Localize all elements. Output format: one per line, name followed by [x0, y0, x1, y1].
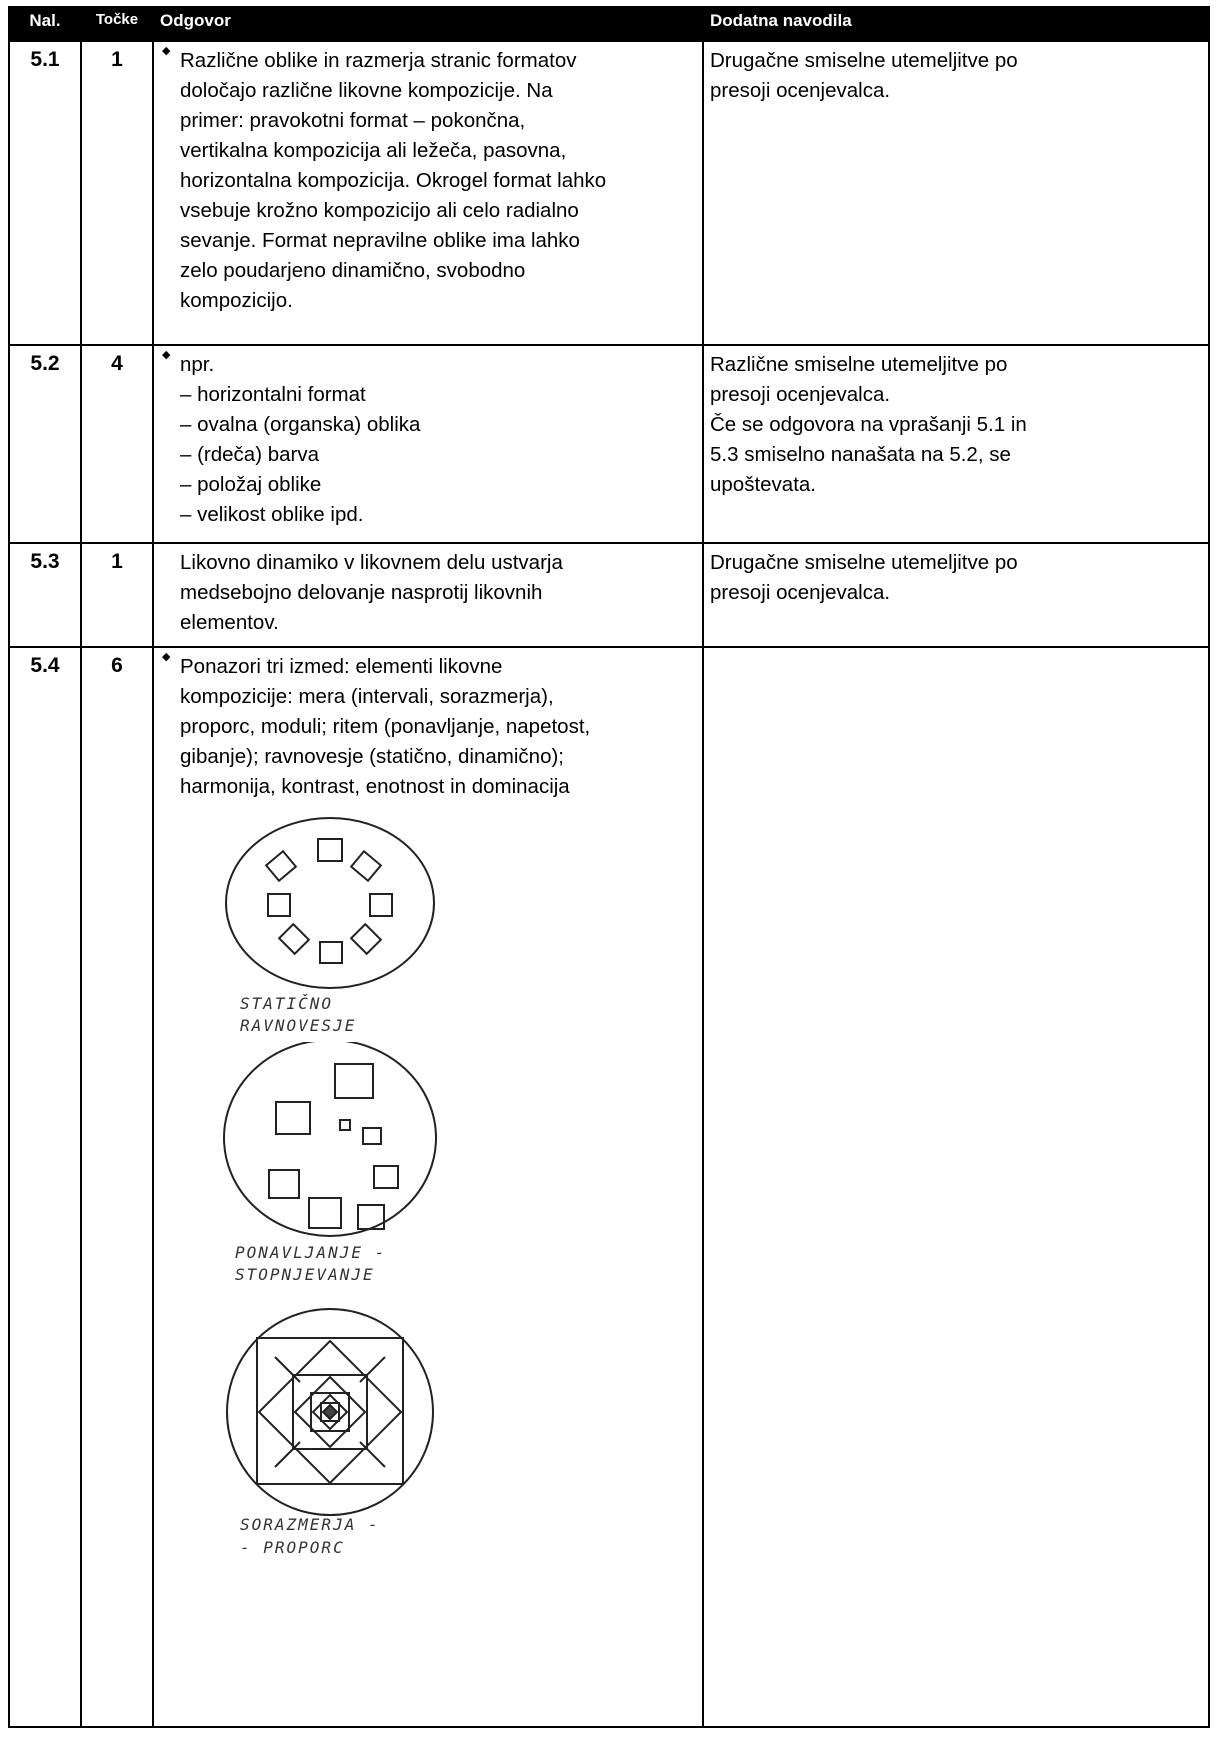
proportion-sketch	[180, 1297, 480, 1557]
task-points: 6	[81, 647, 153, 1727]
sketch-label: - PROPORC	[240, 1538, 345, 1557]
answer-cell	[153, 41, 703, 345]
sketch-group	[166, 816, 696, 1557]
task-points: 1	[81, 41, 153, 345]
answer-text: Ponazori tri izmed: elementi likovne kompozicije: mera (intervali, sorazmerja), proporc, moduli; ritem (ponavljanje, napetost, gibanje); ravnovesje (statično, dinamično); harmonija, kontrast, enotnost in dominacija	[180, 655, 591, 798]
task-number: 5.2	[9, 345, 81, 543]
answer-cell	[153, 543, 703, 647]
table-row	[9, 41, 1209, 345]
task-points: 1	[81, 543, 153, 647]
sketch-label: RAVNOVESJE	[240, 1016, 357, 1035]
instructions-text: Drugačne smiselne utemeljitve po presoji ocenjevalca.	[703, 543, 1209, 647]
diamond-bullet-icon: ◆	[162, 45, 171, 57]
task-number: 5.3	[9, 543, 81, 647]
answer-text: Likovno dinamiko v likovnem delu ustvarja medsebojno delovanje nasprotij likovnih elementov.	[180, 551, 563, 634]
answer-cell	[153, 647, 703, 1727]
sketch-label: STATIČNO	[240, 994, 334, 1013]
table-row	[9, 543, 1209, 647]
sketch-circle	[224, 1042, 436, 1236]
header-odgovor: Odgovor	[153, 7, 703, 41]
instructions-text: Različne smiselne utemeljitve po presoji ocenjevalca. Če se odgovora na vprašanji 5.1 in 5.3 smiselno nanašata na 5.2, se upoštevata.	[703, 345, 1209, 543]
answer-text: npr. – horizontalni format – ovalna (organska) oblika – (rdeča) barva – položaj oblike – velikost oblike ipd.	[180, 353, 421, 526]
answer-text: Različne oblike in razmerja stranic formatov določajo različne likovne kompozicije. Na primer: pravokotni format – pokončna, vertikalna kompozicija ali ležeča, pasovna, horizontalna kompozicija. Okrogel format lahko vsebuje krožno kompozicijo ali celo radialno sevanje. Format nepravilne oblike ima lahko zelo poudarjeno dinamično, svobodno kompozicijo.	[180, 49, 607, 312]
answer-cell	[153, 345, 703, 543]
table-row	[9, 345, 1209, 543]
header-tocke: Točke	[81, 7, 153, 41]
sketch-label: PONAVLJANJE -	[235, 1243, 387, 1262]
header-row	[9, 7, 1209, 41]
diamond-bullet-icon: ◆	[162, 349, 171, 361]
task-number: 5.4	[9, 647, 81, 1727]
static-balance-sketch	[180, 816, 480, 1036]
instructions-text	[703, 647, 1209, 1727]
task-points: 4	[81, 345, 153, 543]
sketch-label: SORAZMERJA -	[240, 1515, 380, 1534]
instructions-text: Drugačne smiselne utemeljitve po presoji ocenjevalca.	[703, 41, 1209, 345]
table-row	[9, 647, 1209, 1727]
diamond-bullet-icon: ◆	[162, 651, 171, 663]
header-nal: Nal.	[9, 7, 81, 41]
task-number: 5.1	[9, 41, 81, 345]
sketch-label: STOPNJEVANJE	[235, 1265, 375, 1284]
scoring-table	[8, 6, 1210, 1728]
header-navodila: Dodatna navodila	[703, 7, 1209, 41]
repetition-sketch	[180, 1042, 480, 1287]
